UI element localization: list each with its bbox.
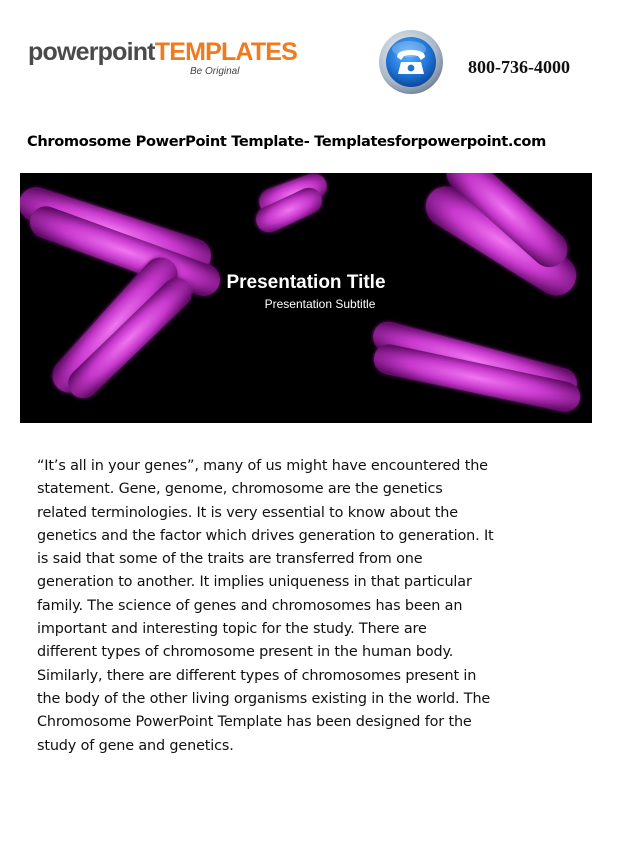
logo-wordmark-part1: powerpoint [28,38,155,66]
logo-tagline: Be Original [190,66,240,77]
paragraph-line: statement. Gene, genome, chromosome are the genetics [37,481,443,498]
paragraph-line: Similarly, there are different types of chromosomes present in [37,667,477,684]
page-title: Chromosome PowerPoint Template- Templatesforpowerpoint.com [27,133,546,150]
paragraph-line: study of gene and genetics. [37,737,234,754]
telephone-icon[interactable] [378,29,444,95]
paragraph-line: Chromosome PowerPoint Template has been designed for the [37,714,472,731]
phone-number[interactable]: 800-736-4000 [468,57,570,77]
body-paragraph [37,455,602,758]
logo-wordmark [28,38,298,66]
paragraph-line: family. The science of genes and chromosomes has been an [37,597,463,614]
paragraph-line: is said that some of the traits are transferred from one [37,551,423,568]
logo-wordmark-part2: TEMPLATES [154,38,298,66]
slide-preview-image [20,173,592,423]
slide-subtitle: Presentation Subtitle [264,297,376,311]
slide-title: Presentation Title [226,272,386,293]
paragraph-line: different types of chromosome present in the human body. [37,644,454,661]
brand-logo[interactable] [28,38,298,88]
paragraph-line: “It’s all in your genes”, many of us might have encountered the [37,458,488,474]
paragraph-line: the body of the other living organisms existing in the world. The [37,690,491,707]
paragraph-line: related terminologies. It is very essential to know about the [37,504,458,521]
paragraph-line: generation to another. It implies uniqueness in that particular [37,574,472,591]
paragraph-line: genetics and the factor which drives generation to generation. It [37,527,494,544]
paragraph-line: important and interesting topic for the study. There are [37,621,427,638]
